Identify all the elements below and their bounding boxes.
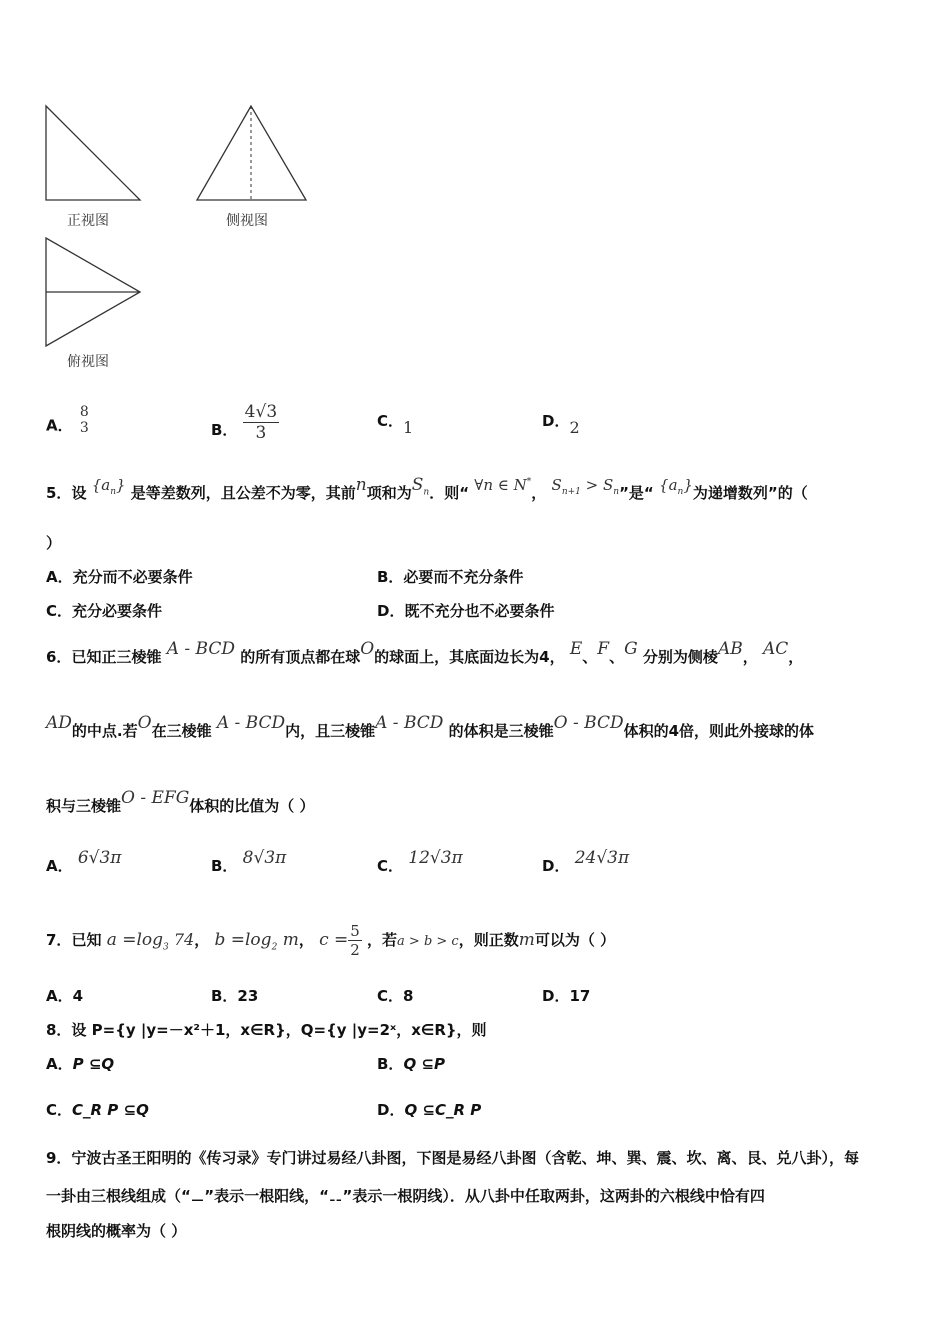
q5-option-c[interactable]: C．充分必要条件 [46,602,163,620]
q8-option-b[interactable]: B．Q ⊆P [377,1055,445,1073]
q6-stem-line3: 积与三棱锥O - EFG体积的比值为（ ） [46,788,315,815]
q5-option-a[interactable]: A．充分而不必要条件 [46,568,193,586]
q5-option-d[interactable]: D．既不充分也不必要条件 [377,602,555,620]
q7-option-d[interactable]: D．17 [542,987,591,1005]
q4-option-d[interactable]: D．2 [542,412,580,437]
side-view-label: 侧视图 [226,213,268,229]
q8-option-c[interactable]: C．C_R P ⊆Q [46,1101,149,1119]
q6-option-c[interactable]: C． 12√3π [377,848,463,875]
q8-option-a[interactable]: A．P ⊆Q [46,1055,115,1073]
front-view-label: 正视图 [67,213,109,229]
q7-option-a[interactable]: A．4 [46,987,84,1005]
q9-stem-line2: 一卦由三根线组成（“⚊”表示一根阳线，“⚋”表示一根阴线）．从八卦中任取两卦，这两卦的六根线中恰有四 [46,1187,765,1205]
q7-option-b[interactable]: B．23 [211,987,259,1005]
q4-option-b[interactable]: B． $\frac{4√3}{3}$ [211,402,278,443]
q9-stem-line1: 9．宁波古圣王阳明的《传习录》专门讲过易经八卦图，下图是易经八卦图（含乾、坤、巽、震、坎、离、艮、兑八卦），每 [46,1149,859,1167]
q6-option-a[interactable]: A． 6√3π [46,848,122,875]
q5-option-b[interactable]: B．必要而不充分条件 [377,568,524,586]
top-view-label: 俯视图 [67,354,109,370]
q6-option-d[interactable]: D． 24√3π [542,848,630,875]
q4-option-c[interactable]: C．1 [377,412,414,437]
front-view-figure [40,100,150,205]
q5-stem: 5．设 $\{a_n\}$ 是等差数列，且公差不为零，其前n项和为$S_n$．则“ ∀n ∈ N*， $S_{n+1} > S_n$”是“ $\{a_n\}$为递增数列”的（ [46,475,808,502]
q8-option-d[interactable]: D．Q ⊆C_R P [377,1101,482,1119]
q7-option-c[interactable]: C．8 [377,987,414,1005]
top-view-figure [40,232,150,352]
q5-stem-end: ） [46,534,62,552]
q6-stem-line1: 6．已知正三棱锥 A - BCD 的所有顶点都在球O的球面上，其底面边长为4， E、F、G 分别为侧棱AB， AC， [46,639,804,666]
q6-stem-line2: AD的中点.若O在三棱锥 A - BCD内，且三棱锥A - BCD 的体积是三棱锥O - BCD体积的4倍，则此外接球的体 [46,713,815,740]
q8-stem: 8．设 P={y |y=－x²＋1，x∈R}，Q={y |y=2ˣ，x∈R}，则 [46,1021,487,1039]
q6-option-b[interactable]: B． 8√3π [211,848,287,875]
q4-option-a[interactable]: A． 8 3 [46,404,89,436]
side-view-figure [192,100,312,205]
q9-stem-line3: 根阴线的概率为（ ） [46,1222,187,1240]
q7-stem: 7．已知 $a =\log_3$ 74， $b =\log_2$ m， c = $\frac{5}{2}$ ，若a > b > c，则正数m可以为（ ） [46,922,616,959]
